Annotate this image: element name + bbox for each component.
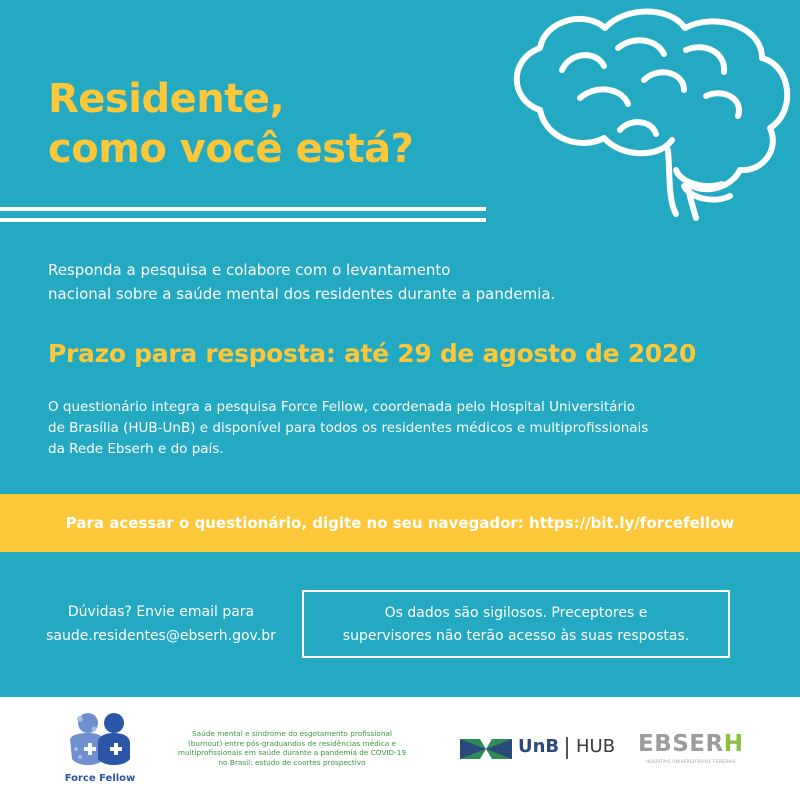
intro-line-2: nacional sobre a saúde mental dos residentes durante a pandemia. (48, 285, 556, 303)
intro-line-1: Responda a pesquisa e colabore com o levantamento (48, 261, 451, 279)
contact-info (30, 600, 292, 648)
privacy-notice-box (302, 590, 730, 658)
description-line-3: da Rede Ebserh e do país. (48, 441, 224, 457)
study-line-3: multiprofissionais em saúde durante a pandemia de COVID-19 (177, 748, 407, 757)
ebserh-logo (638, 731, 743, 757)
cta-banner (0, 494, 800, 552)
study-line-4: no Brasil: estudo de coortes prospectivo (218, 757, 366, 767)
footer (0, 697, 800, 800)
headline-line-1: Residente, (48, 76, 285, 122)
divider-line-1 (0, 207, 486, 211)
unb-flag-logo (460, 739, 512, 759)
privacy-line-1: Os dados são sigilosos. Preceptores e (384, 605, 648, 621)
description-line-1: O questionário integra a pesquisa Force Fellow, coordenada pelo Hospital Universitário (48, 399, 636, 415)
ebserh-logo-subtitle: HOSPITAIS UNIVERSITÁRIOS FEDERAIS (646, 759, 736, 764)
study-title (164, 729, 420, 767)
privacy-notice-text (304, 602, 728, 648)
contact-email: saude.residentes@ebserh.gov.br (46, 628, 276, 644)
study-line-1: Saúde mental e síndrome do esgotamento profissional (192, 729, 392, 738)
force-fellow-logo (58, 709, 142, 769)
ebserh-logo-h: H (723, 731, 744, 757)
unb-logo-text: UnB (518, 736, 560, 757)
privacy-line-2: supervisores não terão acesso às suas respostas. (342, 628, 690, 644)
cta-text: Para acessar o questionário, digite no seu navegador: https://bit.ly/forcefellow (65, 514, 735, 532)
description-text (48, 397, 748, 460)
hub-logo-text: HUB (576, 736, 616, 757)
contact-line-1: Dúvidas? Envie email para (67, 604, 255, 620)
brain-icon (500, 0, 800, 225)
study-line-2: (burnout) entre pós-graduandos de residências médica e (187, 738, 397, 748)
divider-line-2 (0, 218, 486, 222)
headline-line-2: como você está? (48, 126, 414, 172)
ebserh-logo-main: EBSER (638, 731, 724, 757)
intro-text (48, 258, 688, 306)
headline (48, 74, 413, 174)
force-fellow-name: Force Fellow (64, 773, 136, 784)
deadline-text: Prazo para resposta: até 29 de agosto de 2020 (48, 339, 697, 368)
logo-separator (566, 737, 568, 759)
description-line-2: de Brasília (HUB-UnB) e disponível para todos os residentes médicos e multiprofissionais (48, 420, 649, 436)
